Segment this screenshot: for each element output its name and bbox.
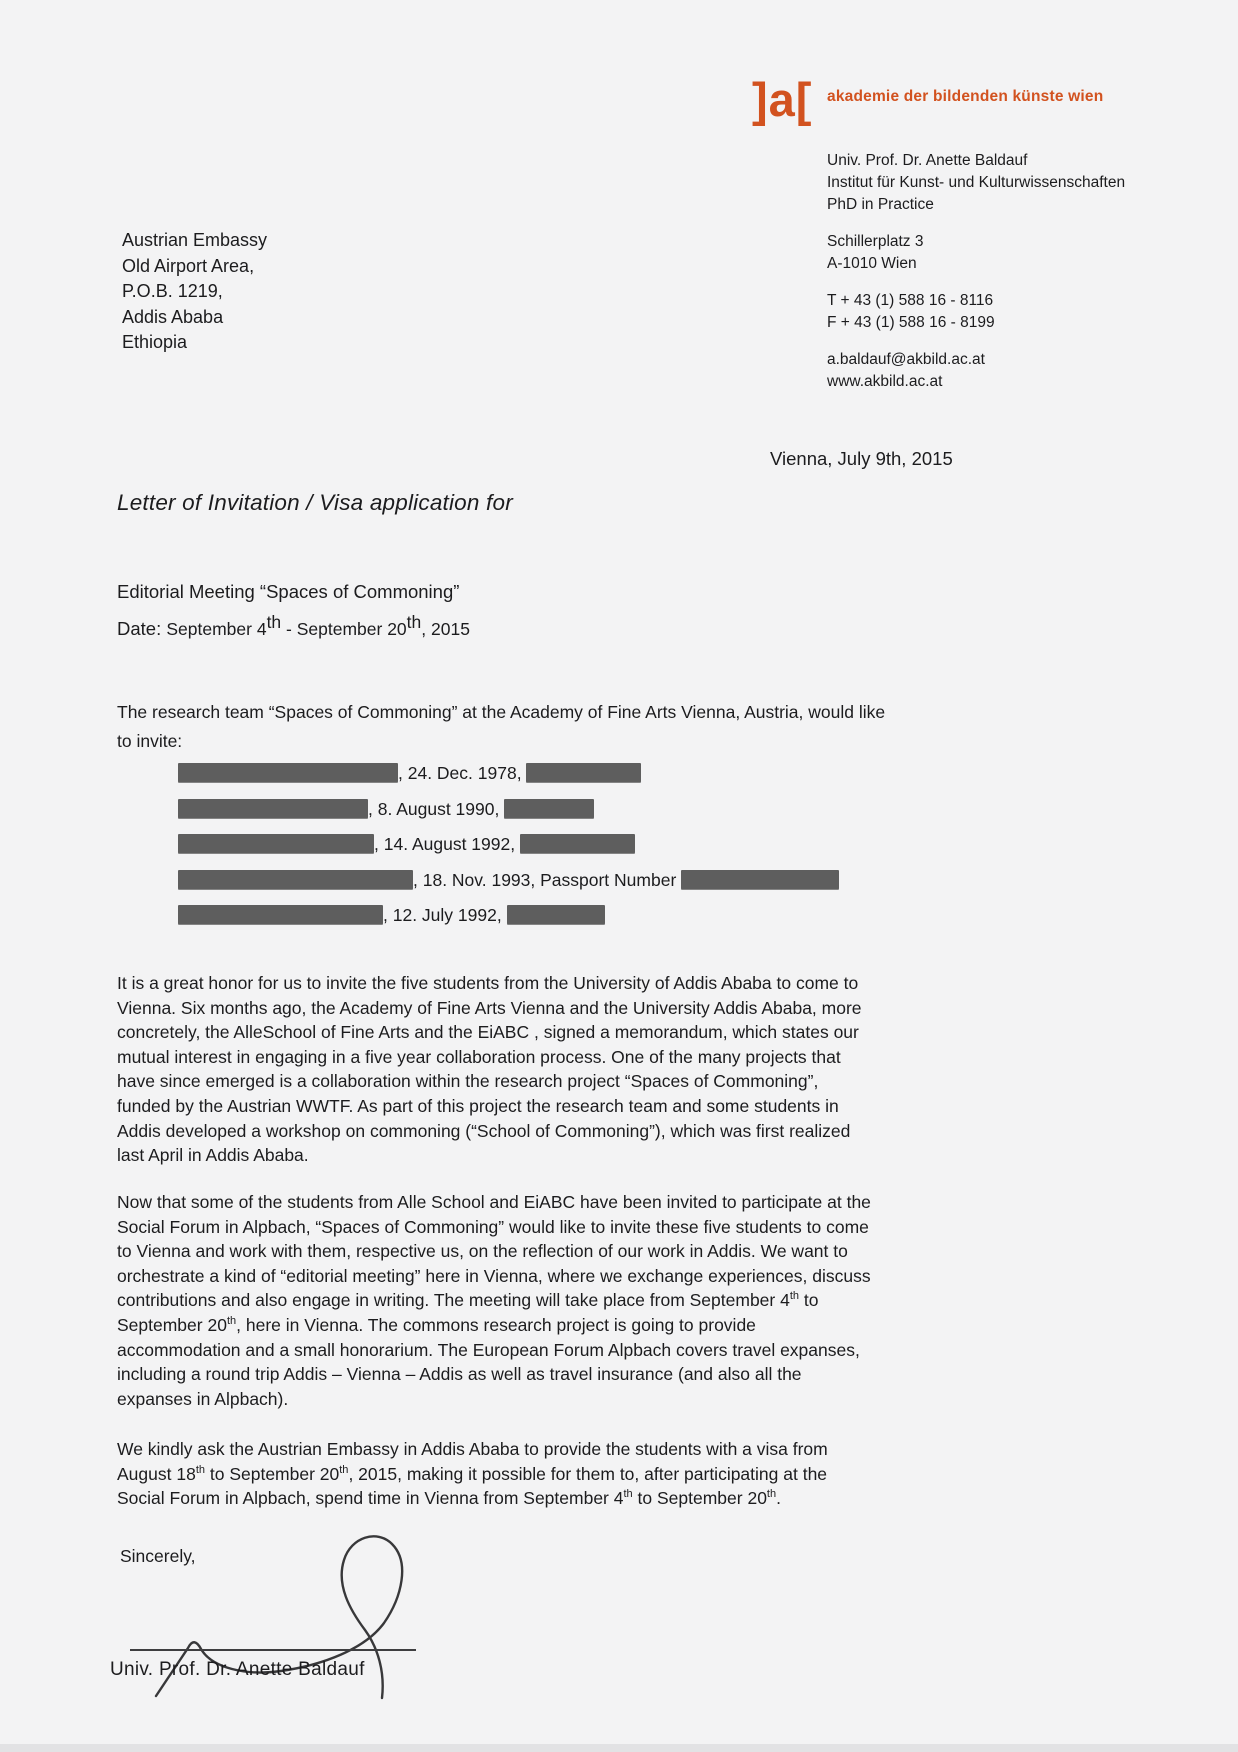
redacted-passport-number bbox=[504, 799, 594, 818]
invitee-details: , 18. Nov. 1993, Passport Number bbox=[413, 869, 682, 890]
intro-paragraph: The research team “Spaces of Commoning” at the Academy of Fine Arts Vienna, Austria, would like to invite: bbox=[117, 702, 886, 751]
sender-telephone: T + 43 (1) 588 16 - 8116 bbox=[827, 292, 994, 309]
sender-email: a.baldauf@akbild.ac.at bbox=[827, 351, 985, 368]
body-paragraph-2 bbox=[117, 1190, 876, 1411]
paragraph-text: to September 20 bbox=[205, 1463, 340, 1484]
body-paragraph-3 bbox=[117, 1437, 873, 1511]
paragraph-text: to September 20 bbox=[632, 1488, 767, 1509]
redacted-name bbox=[178, 799, 368, 818]
sender-institute: Institut für Kunst- und Kulturwissenschaften bbox=[827, 174, 1126, 191]
invitee-details: , 8. August 1990, bbox=[368, 798, 505, 819]
redacted-name bbox=[178, 763, 398, 782]
sender-block bbox=[827, 150, 1125, 408]
invitee-details: , 12. July 1992, bbox=[383, 905, 507, 925]
recipient-block bbox=[122, 228, 267, 356]
sender-city: A-1010 Wien bbox=[827, 255, 917, 272]
recipient-line: Addis Ababa bbox=[122, 306, 224, 327]
invitee-row bbox=[178, 905, 839, 941]
akademie-logo-icon: ]a[ bbox=[752, 73, 813, 126]
paragraph-text: We kindly ask the Austrian Embassy in Addis Ababa to provide the students with a visa from August 18 bbox=[117, 1439, 832, 1484]
sender-address bbox=[827, 231, 1125, 275]
paragraph-text: . bbox=[776, 1488, 781, 1509]
sender-name: Univ. Prof. Dr. Anette Baldauf bbox=[827, 152, 1028, 169]
invitee-row bbox=[178, 799, 839, 835]
ordinal-superscript: th bbox=[226, 1314, 237, 1327]
closing-salutation: Sincerely, bbox=[120, 1546, 196, 1566]
redacted-passport-number bbox=[507, 905, 605, 924]
invitee-list bbox=[178, 763, 839, 941]
signature-underline bbox=[130, 1649, 416, 1651]
ordinal-superscript: th bbox=[339, 1463, 349, 1476]
invitee-row bbox=[178, 834, 839, 870]
redacted-name bbox=[178, 870, 413, 889]
meeting-date-line bbox=[117, 612, 470, 640]
recipient-line: Austrian Embassy bbox=[122, 230, 268, 250]
ordinal-superscript: th bbox=[766, 1488, 777, 1501]
scan-edge-strip bbox=[0, 1744, 1238, 1752]
date-line: Vienna, July 9th, 2015 bbox=[770, 448, 953, 469]
meeting-date-part: September 4 bbox=[166, 619, 267, 639]
ordinal-superscript: th bbox=[623, 1488, 633, 1501]
meeting-date-ordinal: th bbox=[406, 612, 422, 632]
letter-title: Letter of Invitation / Visa application for bbox=[117, 490, 513, 515]
sender-street: Schillerplatz 3 bbox=[827, 233, 924, 250]
redacted-name bbox=[178, 834, 374, 853]
redacted-passport-number bbox=[526, 763, 641, 782]
recipient-line: Ethiopia bbox=[122, 332, 188, 352]
invitee-details: , 14. August 1992, bbox=[374, 834, 520, 854]
recipient-line: Old Airport Area, bbox=[122, 255, 255, 276]
paragraph-text: to September 20 bbox=[117, 1290, 824, 1335]
sender-phones bbox=[827, 290, 1125, 334]
sender-website: www.akbild.ac.at bbox=[827, 373, 943, 390]
invitee-details: , 24. Dec. 1978, bbox=[398, 763, 527, 783]
sender-fax: F + 43 (1) 588 16 - 8199 bbox=[827, 314, 995, 331]
sender-person bbox=[827, 150, 1125, 216]
invitee-row bbox=[178, 763, 839, 799]
meeting-date-part: - September 20 bbox=[281, 619, 407, 639]
paragraph-text: , here in Vienna. The commons research project is going to provide accommodation and a small honorarium. The European Forum Alpbach covers travel expanses, including a round trip Addis – Vienna – Addis as well as travel insurance (and also all the expanses in Alpbach). bbox=[117, 1314, 865, 1409]
invitee-row bbox=[178, 870, 839, 906]
sender-program: PhD in Practice bbox=[827, 196, 934, 213]
redacted-passport-number bbox=[681, 870, 839, 889]
meeting-date-part: , 2015 bbox=[421, 619, 470, 639]
meeting-date-ordinal: th bbox=[266, 612, 282, 632]
paragraph-text: , 2015, making it possible for them to, after participating at the Social Forum in Alpbach, spend time in Vienna from September 4 bbox=[117, 1463, 832, 1509]
signature-name: Univ. Prof. Dr. Anette Baldauf bbox=[110, 1659, 365, 1680]
paragraph-text: Now that some of the students from Alle School and EiABC have been invited to participate at the Social Forum in Alpbach, “Spaces of Commoning” would like to invite these five students to come to Vienna and work with them, respective us, on the reflection of our work in Addis. We want to orchestrate a kind of “editorial meeting” here in Vienna, where we exchange experiences, discuss contributions and also engage in writing. The meeting will take place from September 4 bbox=[117, 1192, 876, 1311]
akademie-logo-wordmark: akademie der bildenden künste wien bbox=[827, 88, 1104, 105]
redacted-name bbox=[178, 905, 383, 924]
ordinal-superscript: th bbox=[789, 1290, 800, 1303]
body-paragraph-1: It is a great honor for us to invite the five students from the University of Addis Ababa to come to Vienna. Six months ago, the Academy of Fine Arts Vienna and the University Addis Ababa, more concretely, the AlleSchool of Fine Arts and the EiABC , signed a memorandum, which states our mutual interest in engaging in a five year collaboration process. One of the many projects that have since emerged is a collaboration within the research project “Spaces of Commoning”, funded by the Austrian WWTF. As part of this project the research team and some students in Addis developed a workshop on commoning (“School of Commoning”), which was first realized last April in Addis Ababa. bbox=[117, 973, 862, 1166]
ordinal-superscript: th bbox=[195, 1463, 205, 1476]
redacted-passport-number bbox=[520, 834, 635, 853]
sender-online bbox=[827, 349, 1125, 393]
meeting-name: Editorial Meeting “Spaces of Commoning” bbox=[117, 581, 460, 602]
recipient-line: P.O.B. 1219, bbox=[122, 281, 223, 301]
meeting-date-label: Date: bbox=[117, 618, 167, 639]
